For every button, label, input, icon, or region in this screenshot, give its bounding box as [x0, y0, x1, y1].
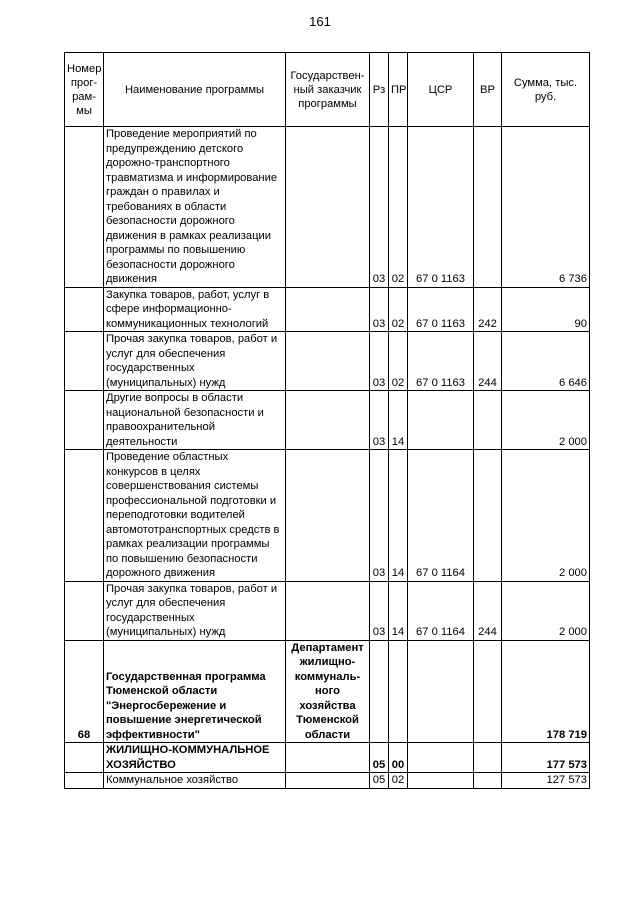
- row-rz: 03: [370, 581, 389, 640]
- header-num: Номер прог- рам- мы: [65, 53, 104, 127]
- header-customer: Государствен- ный заказчик программы: [286, 53, 370, 127]
- row-vr: [474, 773, 502, 789]
- row-name: Проведение областных конкурсов в целях совершенствования системы профессиональной подготовки и переподготовки водителей автомототранспортных средств в рамках реализации программы по повышению безопасности дорожного движения: [104, 450, 286, 582]
- row-csr: [408, 640, 474, 743]
- row-name: Другие вопросы в области национальной безопасности и правоохранительной деятельности: [104, 391, 286, 450]
- budget-table: [64, 52, 590, 789]
- row-customer: [286, 287, 370, 332]
- row-customer: [286, 581, 370, 640]
- row-sum: 2 000: [502, 391, 590, 450]
- row-name: Прочая закупка товаров, работ и услуг для обеспечения государственных (муниципальных) нужд: [104, 332, 286, 391]
- table-row: [65, 743, 590, 773]
- row-vr: [474, 127, 502, 288]
- row-number: [65, 581, 104, 640]
- row-customer: [286, 127, 370, 288]
- table-row: [65, 640, 590, 743]
- row-csr: 67 0 1163: [408, 332, 474, 391]
- row-csr: 67 0 1164: [408, 450, 474, 582]
- table-row: [65, 127, 590, 288]
- table-row: [65, 391, 590, 450]
- row-pr: 02: [389, 287, 408, 332]
- row-sum: 6 646: [502, 332, 590, 391]
- table-row: [65, 287, 590, 332]
- row-customer: [286, 450, 370, 582]
- row-rz: 03: [370, 450, 389, 582]
- row-number: [65, 332, 104, 391]
- row-rz: 03: [370, 332, 389, 391]
- row-pr: 14: [389, 391, 408, 450]
- row-rz: 03: [370, 391, 389, 450]
- row-name: Коммунальное хозяйство: [104, 773, 286, 789]
- table-header-row: [65, 53, 590, 127]
- row-name: Прочая закупка товаров, работ и услуг для обеспечения государственных (муниципальных) нужд: [104, 581, 286, 640]
- row-sum: 178 719: [502, 640, 590, 743]
- row-pr: 00: [389, 743, 408, 773]
- row-sum: 177 573: [502, 743, 590, 773]
- row-vr: 244: [474, 332, 502, 391]
- table-row: [65, 581, 590, 640]
- row-csr: 67 0 1164: [408, 581, 474, 640]
- row-name: Проведение мероприятий по предупреждению детского дорожно-транспортного травматизма и информирование граждан о правилах и требованиях в области безопасности дорожного движения в рамках реализации программы по повышению безопасности дорожного движения: [104, 127, 286, 288]
- row-vr: [474, 743, 502, 773]
- row-number: [65, 127, 104, 288]
- row-vr: [474, 640, 502, 743]
- row-pr: 02: [389, 773, 408, 789]
- table-row: [65, 332, 590, 391]
- row-rz: 03: [370, 127, 389, 288]
- row-csr: 67 0 1163: [408, 287, 474, 332]
- row-pr: 02: [389, 332, 408, 391]
- row-rz: 03: [370, 287, 389, 332]
- row-customer: [286, 332, 370, 391]
- header-vr: ВР: [474, 53, 502, 127]
- row-rz: 05: [370, 743, 389, 773]
- row-number: 68: [65, 640, 104, 743]
- row-vr: 242: [474, 287, 502, 332]
- row-number: [65, 450, 104, 582]
- row-number: [65, 743, 104, 773]
- row-csr: [408, 773, 474, 789]
- row-pr: 02: [389, 127, 408, 288]
- header-rz: Рз: [370, 53, 389, 127]
- header-name: Наименование программы: [104, 53, 286, 127]
- row-sum: 90: [502, 287, 590, 332]
- row-number: [65, 391, 104, 450]
- row-sum: 2 000: [502, 450, 590, 582]
- row-csr: 67 0 1163: [408, 127, 474, 288]
- row-pr: [389, 640, 408, 743]
- table-row: [65, 773, 590, 789]
- row-csr: [408, 743, 474, 773]
- row-rz: 05: [370, 773, 389, 789]
- row-vr: [474, 391, 502, 450]
- row-number: [65, 773, 104, 789]
- row-vr: [474, 450, 502, 582]
- row-sum: 6 736: [502, 127, 590, 288]
- table-row: [65, 450, 590, 582]
- row-csr: [408, 391, 474, 450]
- row-pr: 14: [389, 450, 408, 582]
- header-sum: Сумма, тыс. руб.: [502, 53, 590, 127]
- row-name: ЖИЛИЩНО-КОММУНАЛЬНОЕ ХОЗЯЙСТВО: [104, 743, 286, 773]
- row-sum: 2 000: [502, 581, 590, 640]
- row-customer: [286, 391, 370, 450]
- row-name: Государственная программа Тюменской области "Энергосбережение и повышение энергетической эффективности": [104, 640, 286, 743]
- row-customer: Департамент жилищно-коммуналь-ного хозяйства Тюменской области: [286, 640, 370, 743]
- row-number: [65, 287, 104, 332]
- row-name: Закупка товаров, работ, услуг в сфере информационно-коммуникационных технологий: [104, 287, 286, 332]
- row-sum: 127 573: [502, 773, 590, 789]
- row-pr: 14: [389, 581, 408, 640]
- header-pr: ПР: [389, 53, 408, 127]
- row-customer: [286, 743, 370, 773]
- row-customer: [286, 773, 370, 789]
- row-rz: [370, 640, 389, 743]
- row-vr: 244: [474, 581, 502, 640]
- page-number: 161: [309, 14, 331, 29]
- header-csr: ЦСР: [408, 53, 474, 127]
